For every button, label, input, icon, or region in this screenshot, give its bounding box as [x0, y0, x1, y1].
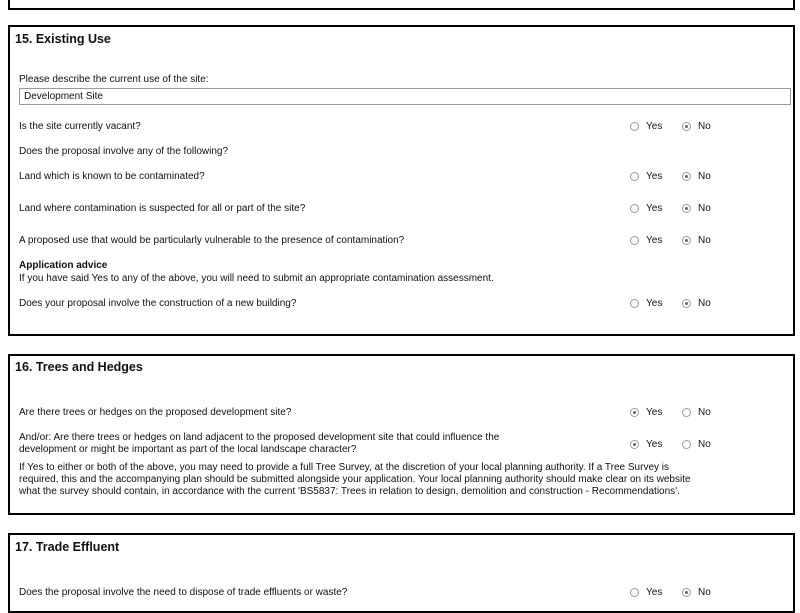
radio-yes[interactable]	[630, 236, 639, 245]
tree-survey-note-line3: what the survey should contain, in accordance with the current 'BS5837: Trees in relation to design, demolition and construction - Recommendations'.	[19, 486, 680, 497]
radio-no[interactable]	[682, 204, 691, 213]
radio-no[interactable]	[682, 172, 691, 181]
trade-effluent-section	[8, 533, 795, 613]
radio-no[interactable]	[682, 440, 691, 449]
radio-no-label: No	[698, 587, 711, 598]
radio-yes[interactable]	[630, 122, 639, 131]
radio-no-label: No	[698, 235, 711, 246]
tree-survey-note-line1: If Yes to either or both of the above, you may need to provide a full Tree Survey, at the discretion of your local planning authority. If a Tree Survey is	[19, 462, 669, 473]
radio-group-suspected	[628, 202, 748, 216]
advice-heading: Application advice	[19, 260, 108, 271]
trees-hedges-section	[8, 354, 795, 515]
section-title: 17. Trade Effluent	[15, 540, 120, 554]
question-suspected: Land where contamination is suspected for all or part of the site?	[19, 203, 306, 214]
question-new-building: Does your proposal involve the construction of a new building?	[19, 298, 297, 309]
radio-no-label: No	[698, 203, 711, 214]
radio-yes[interactable]	[630, 204, 639, 213]
tree-survey-note-line2: required, this and the accompanying plan should be submitted alongside your application. Your local planning authority should make clear on its website	[19, 474, 691, 485]
section-title: 15. Existing Use	[15, 32, 111, 46]
radio-no-label: No	[698, 439, 711, 450]
radio-yes-label: Yes	[646, 121, 663, 132]
radio-yes-label: Yes	[646, 298, 663, 309]
radio-no[interactable]	[682, 236, 691, 245]
current-use-field[interactable]: Development Site	[19, 88, 791, 105]
radio-no[interactable]	[682, 408, 691, 417]
radio-group-new-building	[628, 297, 748, 311]
radio-group-trade-effluent	[628, 586, 748, 600]
radio-group-contaminated	[628, 170, 748, 184]
radio-no[interactable]	[682, 299, 691, 308]
radio-no-label: No	[698, 407, 711, 418]
radio-yes-label: Yes	[646, 587, 663, 598]
advice-text: If you have said Yes to any of the above, you will need to submit an appropriate contamination assessment.	[19, 273, 494, 284]
radio-yes[interactable]	[630, 588, 639, 597]
previous-section-box	[8, 0, 795, 10]
radio-yes-label: Yes	[646, 171, 663, 182]
radio-yes[interactable]	[630, 172, 639, 181]
question-vulnerable: A proposed use that would be particularly vulnerable to the presence of contamination?	[19, 235, 405, 246]
current-use-label: Please describe the current use of the site:	[19, 74, 209, 85]
involve-label: Does the proposal involve any of the following?	[19, 146, 229, 157]
radio-no-label: No	[698, 171, 711, 182]
question-contaminated: Land which is known to be contaminated?	[19, 171, 205, 182]
question-trade-effluent: Does the proposal involve the need to dispose of trade effluents or waste?	[19, 587, 348, 598]
question-trees-on-site: Are there trees or hedges on the proposed development site?	[19, 407, 292, 418]
radio-yes-label: Yes	[646, 407, 663, 418]
radio-yes[interactable]	[630, 440, 639, 449]
radio-group-vacant	[628, 120, 748, 134]
radio-group-vulnerable	[628, 234, 748, 248]
existing-use-section	[8, 25, 795, 336]
radio-yes-label: Yes	[646, 203, 663, 214]
radio-group-trees-on-site	[628, 406, 748, 420]
radio-group-trees-adjacent	[628, 438, 748, 452]
radio-yes[interactable]	[630, 299, 639, 308]
section-title: 16. Trees and Hedges	[15, 360, 143, 374]
question-vacant: Is the site currently vacant?	[19, 121, 141, 132]
radio-yes-label: Yes	[646, 439, 663, 450]
question-trees-adjacent-line2: development or might be important as part of the local landscape character?	[19, 444, 357, 455]
radio-yes[interactable]	[630, 408, 639, 417]
radio-no[interactable]	[682, 122, 691, 131]
radio-yes-label: Yes	[646, 235, 663, 246]
radio-no-label: No	[698, 121, 711, 132]
radio-no-label: No	[698, 298, 711, 309]
question-trees-adjacent-line1: And/or: Are there trees or hedges on land adjacent to the proposed development site that could influence the	[19, 432, 500, 443]
radio-no[interactable]	[682, 588, 691, 597]
